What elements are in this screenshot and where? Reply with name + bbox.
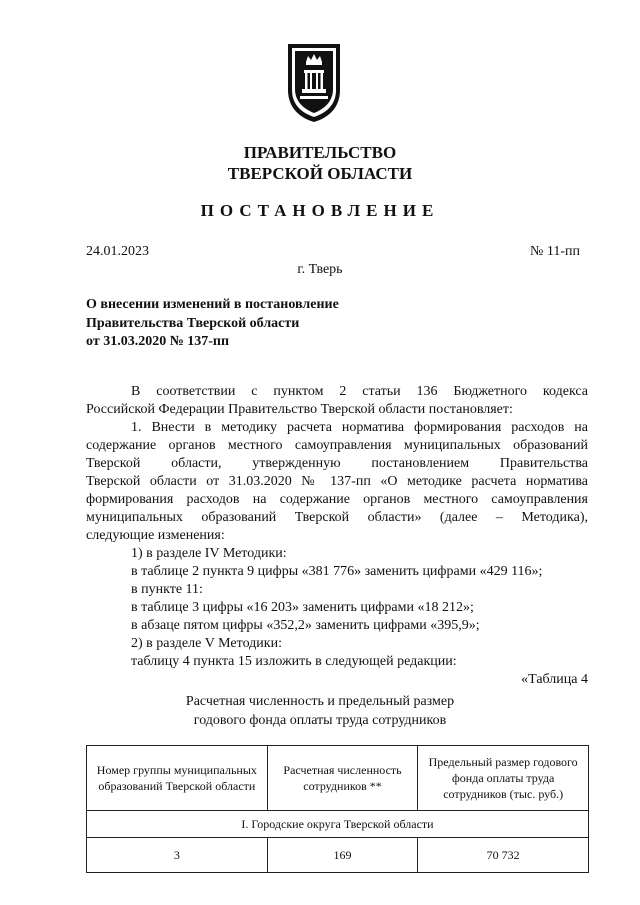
data-table — [86, 745, 589, 873]
body-line: следующие изменения: — [86, 528, 225, 543]
body-line: 1. Внести в методику расчета норматива формирования расходов на — [131, 420, 588, 435]
document-subject — [86, 296, 339, 352]
body-line: Российской Федерации Правительство Тверской области постановляет: — [86, 402, 513, 417]
organization-name: ПРАВИТЕЛЬСТВО — [243, 143, 397, 162]
table-section-row — [87, 811, 589, 838]
body-line: Тверской области, утвержденную постановлением Правительства — [86, 456, 588, 471]
document-type: ПОСТАНОВЛЕНИЕ — [200, 201, 440, 220]
body-line: в пункте 11: — [131, 582, 203, 597]
body-line: в таблице 3 цифры «16 203» заменить цифрами «18 212»; — [131, 600, 474, 615]
table-caption — [0, 692, 640, 730]
table-header-row — [87, 746, 589, 811]
organization-region: ТВЕРСКОЙ ОБЛАСТИ — [227, 164, 413, 183]
table-row — [87, 838, 589, 873]
body-line: В соответствии с пунктом 2 статьи 136 Бюджетного кодекса — [131, 384, 588, 399]
table-caption-line: годового фонда оплаты труда сотрудников — [193, 713, 447, 728]
table-cell: 169 — [267, 838, 418, 873]
tver-coat-of-arms-icon — [284, 40, 344, 124]
table-cell: 70 732 — [418, 838, 589, 873]
body-line: в абзаце пятом цифры «352,2» заменить цифрами «395,9»; — [131, 618, 480, 633]
document-body — [86, 383, 588, 689]
subject-line: от 31.03.2020 № 137-пп — [86, 334, 230, 349]
column-header: Расчетная численность сотрудников ** — [267, 746, 418, 811]
body-line: содержание органов местного самоуправления муниципальных образований — [86, 438, 588, 453]
document-number: № 11-пп — [530, 244, 580, 259]
subject-line: Правительства Тверской области — [86, 315, 300, 331]
table-cell: 3 — [87, 838, 268, 873]
body-line: таблицу 4 пункта 15 изложить в следующей редакции: — [131, 654, 457, 669]
table-caption-line: Расчетная численность и предельный размер — [185, 694, 455, 709]
body-line: муниципальных образований Тверской области» (далее – Методика), — [86, 510, 588, 525]
body-line: формирования расходов на содержание органов местного самоуправления — [86, 492, 588, 507]
section-title: I. Городские округа Тверской области — [87, 811, 589, 838]
column-header: Номер группы муниципальных образований Тверской области — [87, 746, 268, 811]
subject-line: О внесении изменений в постановление — [86, 297, 339, 312]
document-city: г. Тверь — [297, 262, 343, 277]
body-line: Тверской области от 31.03.2020 № 137-пп «О методике расчета норматива — [86, 474, 588, 489]
body-line: 1) в разделе IV Методики: — [131, 546, 287, 561]
body-line: в таблице 2 пункта 9 цифры «381 776» заменить цифрами «429 116»; — [131, 564, 543, 579]
body-line: 2) в разделе V Методики: — [131, 636, 282, 651]
table-label: «Таблица 4 — [521, 672, 588, 687]
column-header: Предельный размер годового фонда оплаты труда сотрудников (тыс. руб.) — [418, 746, 589, 811]
document-date: 24.01.2023 — [86, 244, 149, 259]
